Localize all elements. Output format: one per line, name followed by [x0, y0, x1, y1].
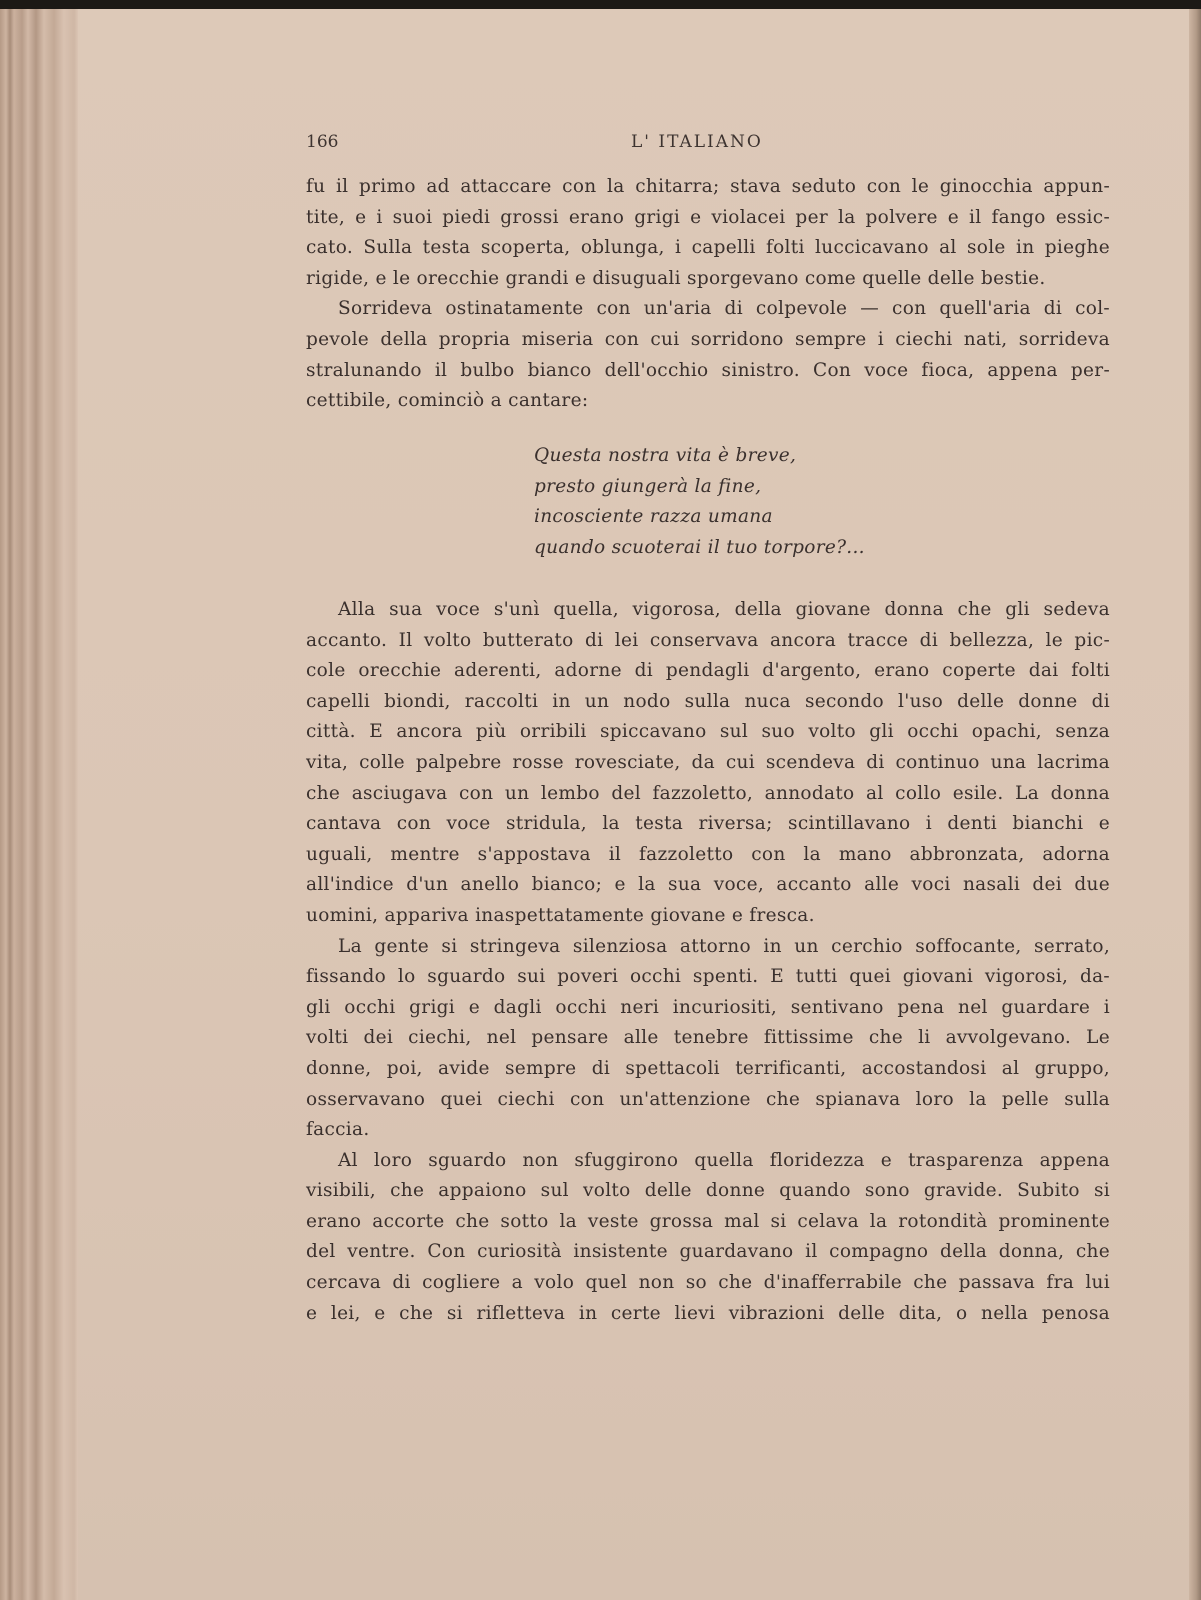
text-line: gli occhi grigi e dagli occhi neri incuriositi, sentivano pena nel guardare i: [306, 996, 1110, 1018]
text-line: e lei, e che si rifletteva in certe lievi vibrazioni delle dita, o nella penosa: [306, 1302, 1110, 1324]
text-line: cettibile, cominciò a cantare:: [306, 390, 589, 412]
text-line: cercava di cogliere a volo quel non so che d'inafferrabile che passava fra lui: [306, 1272, 1110, 1294]
text-line: osservavano quei ciechi con un'attenzione che spianava loro la pelle sulla: [306, 1088, 1110, 1110]
scan-top-edge: [0, 0, 1201, 9]
text-line: Al loro sguardo non sfuggirono quella floridezza e trasparenza appena: [338, 1149, 1110, 1171]
text-line: faccia.: [306, 1119, 370, 1141]
verse-line: presto giungerà la fine,: [534, 475, 762, 497]
text-line: rigide, e le orecchie grandi e disuguali sporgevano come quelle delle bestie.: [306, 267, 1046, 289]
text-line: cato. Sulla testa scoperta, oblunga, i capelli folti luccicavano al sole in pieghe: [306, 237, 1110, 259]
verse-line: Questa nostra vita è breve,: [534, 445, 797, 466]
verse-line: quando scuoterai il tuo torpore?...: [534, 536, 865, 558]
text-line: all'indice d'un anello bianco; e la sua voce, accanto alle voci nasali dei due: [306, 874, 1110, 896]
paragraph: [306, 1146, 1110, 1330]
text-line: donne, poi, avide sempre di spettacoli terrificanti, accostandosi al gruppo,: [306, 1057, 1110, 1079]
text-line: tite, e i suoi piedi grossi erano grigi e violacei per la polvere e il fango essic-: [306, 206, 1110, 228]
text-line: pevole della propria miseria con cui sorridono sempre i ciechi nati, sorrideva: [306, 328, 1110, 350]
verse-line: incosciente razza umana: [534, 506, 773, 528]
song-verse: [534, 441, 865, 563]
text-line: uguali, mentre s'appostava il fazzoletto con la mano abbronzata, adorna: [306, 843, 1110, 865]
text-line: visibili, che appaiono sul volto delle donne quando sono gravide. Subito si: [306, 1180, 1110, 1202]
page-number: 166: [306, 132, 339, 152]
scan-right-edge: [1189, 9, 1201, 1600]
paragraph: [306, 172, 1110, 294]
text-line: accanto. Il volto butterato di lei conservava ancora tracce di bellezza, le pic-: [306, 629, 1110, 651]
text-line: fu il primo ad attaccare con la chitarra; stava seduto con le ginocchia appun-: [306, 176, 1110, 197]
text-block-top: [306, 172, 1110, 417]
book-page-edges: [0, 9, 81, 1600]
text-block-bottom: [306, 595, 1110, 1329]
text-line: Sorrideva ostinatamente con un'aria di colpevole — con quell'aria di col-: [338, 298, 1110, 320]
running-title: L' ITALIANO: [631, 132, 763, 152]
text-line: che asciugava con un lembo del fazzoletto, annodato al collo esile. La donna: [306, 782, 1110, 804]
text-line: vita, colle palpebre rosse rovesciate, da cui scendeva di continuo una lacrima: [306, 751, 1110, 773]
text-line: uomini, appariva inaspettatamente giovane e fresca.: [306, 904, 815, 926]
text-line: città. E ancora più orribili spiccavano sul suo volto gli occhi opachi, senza: [306, 721, 1110, 743]
text-line: cole orecchie aderenti, adorne di pendagli d'argento, erano coperte dai folti: [306, 660, 1110, 682]
paragraph: [306, 595, 1110, 932]
text-line: stralunando il bulbo bianco dell'occhio sinistro. Con voce fioca, appena per-: [306, 359, 1110, 381]
text-line: Alla sua voce s'unì quella, vigorosa, della giovane donna che gli sedeva: [338, 599, 1110, 620]
text-line: cantava con voce stridula, la testa riversa; scintillavano i denti bianchi e: [306, 813, 1110, 835]
text-line: erano accorte che sotto la veste grossa mal si celava la rotondità prominente: [306, 1210, 1110, 1232]
text-line: fissando lo sguardo sui poveri occhi spenti. E tutti quei giovani vigorosi, da-: [306, 966, 1110, 988]
text-line: del ventre. Con curiosità insistente guardavano il compagno della donna, che: [306, 1241, 1110, 1263]
text-line: volti dei ciechi, nel pensare alle tenebre fittissime che li avvolgevano. Le: [306, 1027, 1110, 1049]
paragraph: [306, 932, 1110, 1146]
text-line: capelli biondi, raccolti in un nodo sulla nuca secondo l'uso delle donne di: [306, 690, 1110, 712]
paragraph: [306, 294, 1110, 416]
running-header: [306, 132, 1110, 158]
text-line: La gente si stringeva silenziosa attorno in un cerchio soffocante, serrato,: [338, 935, 1110, 957]
